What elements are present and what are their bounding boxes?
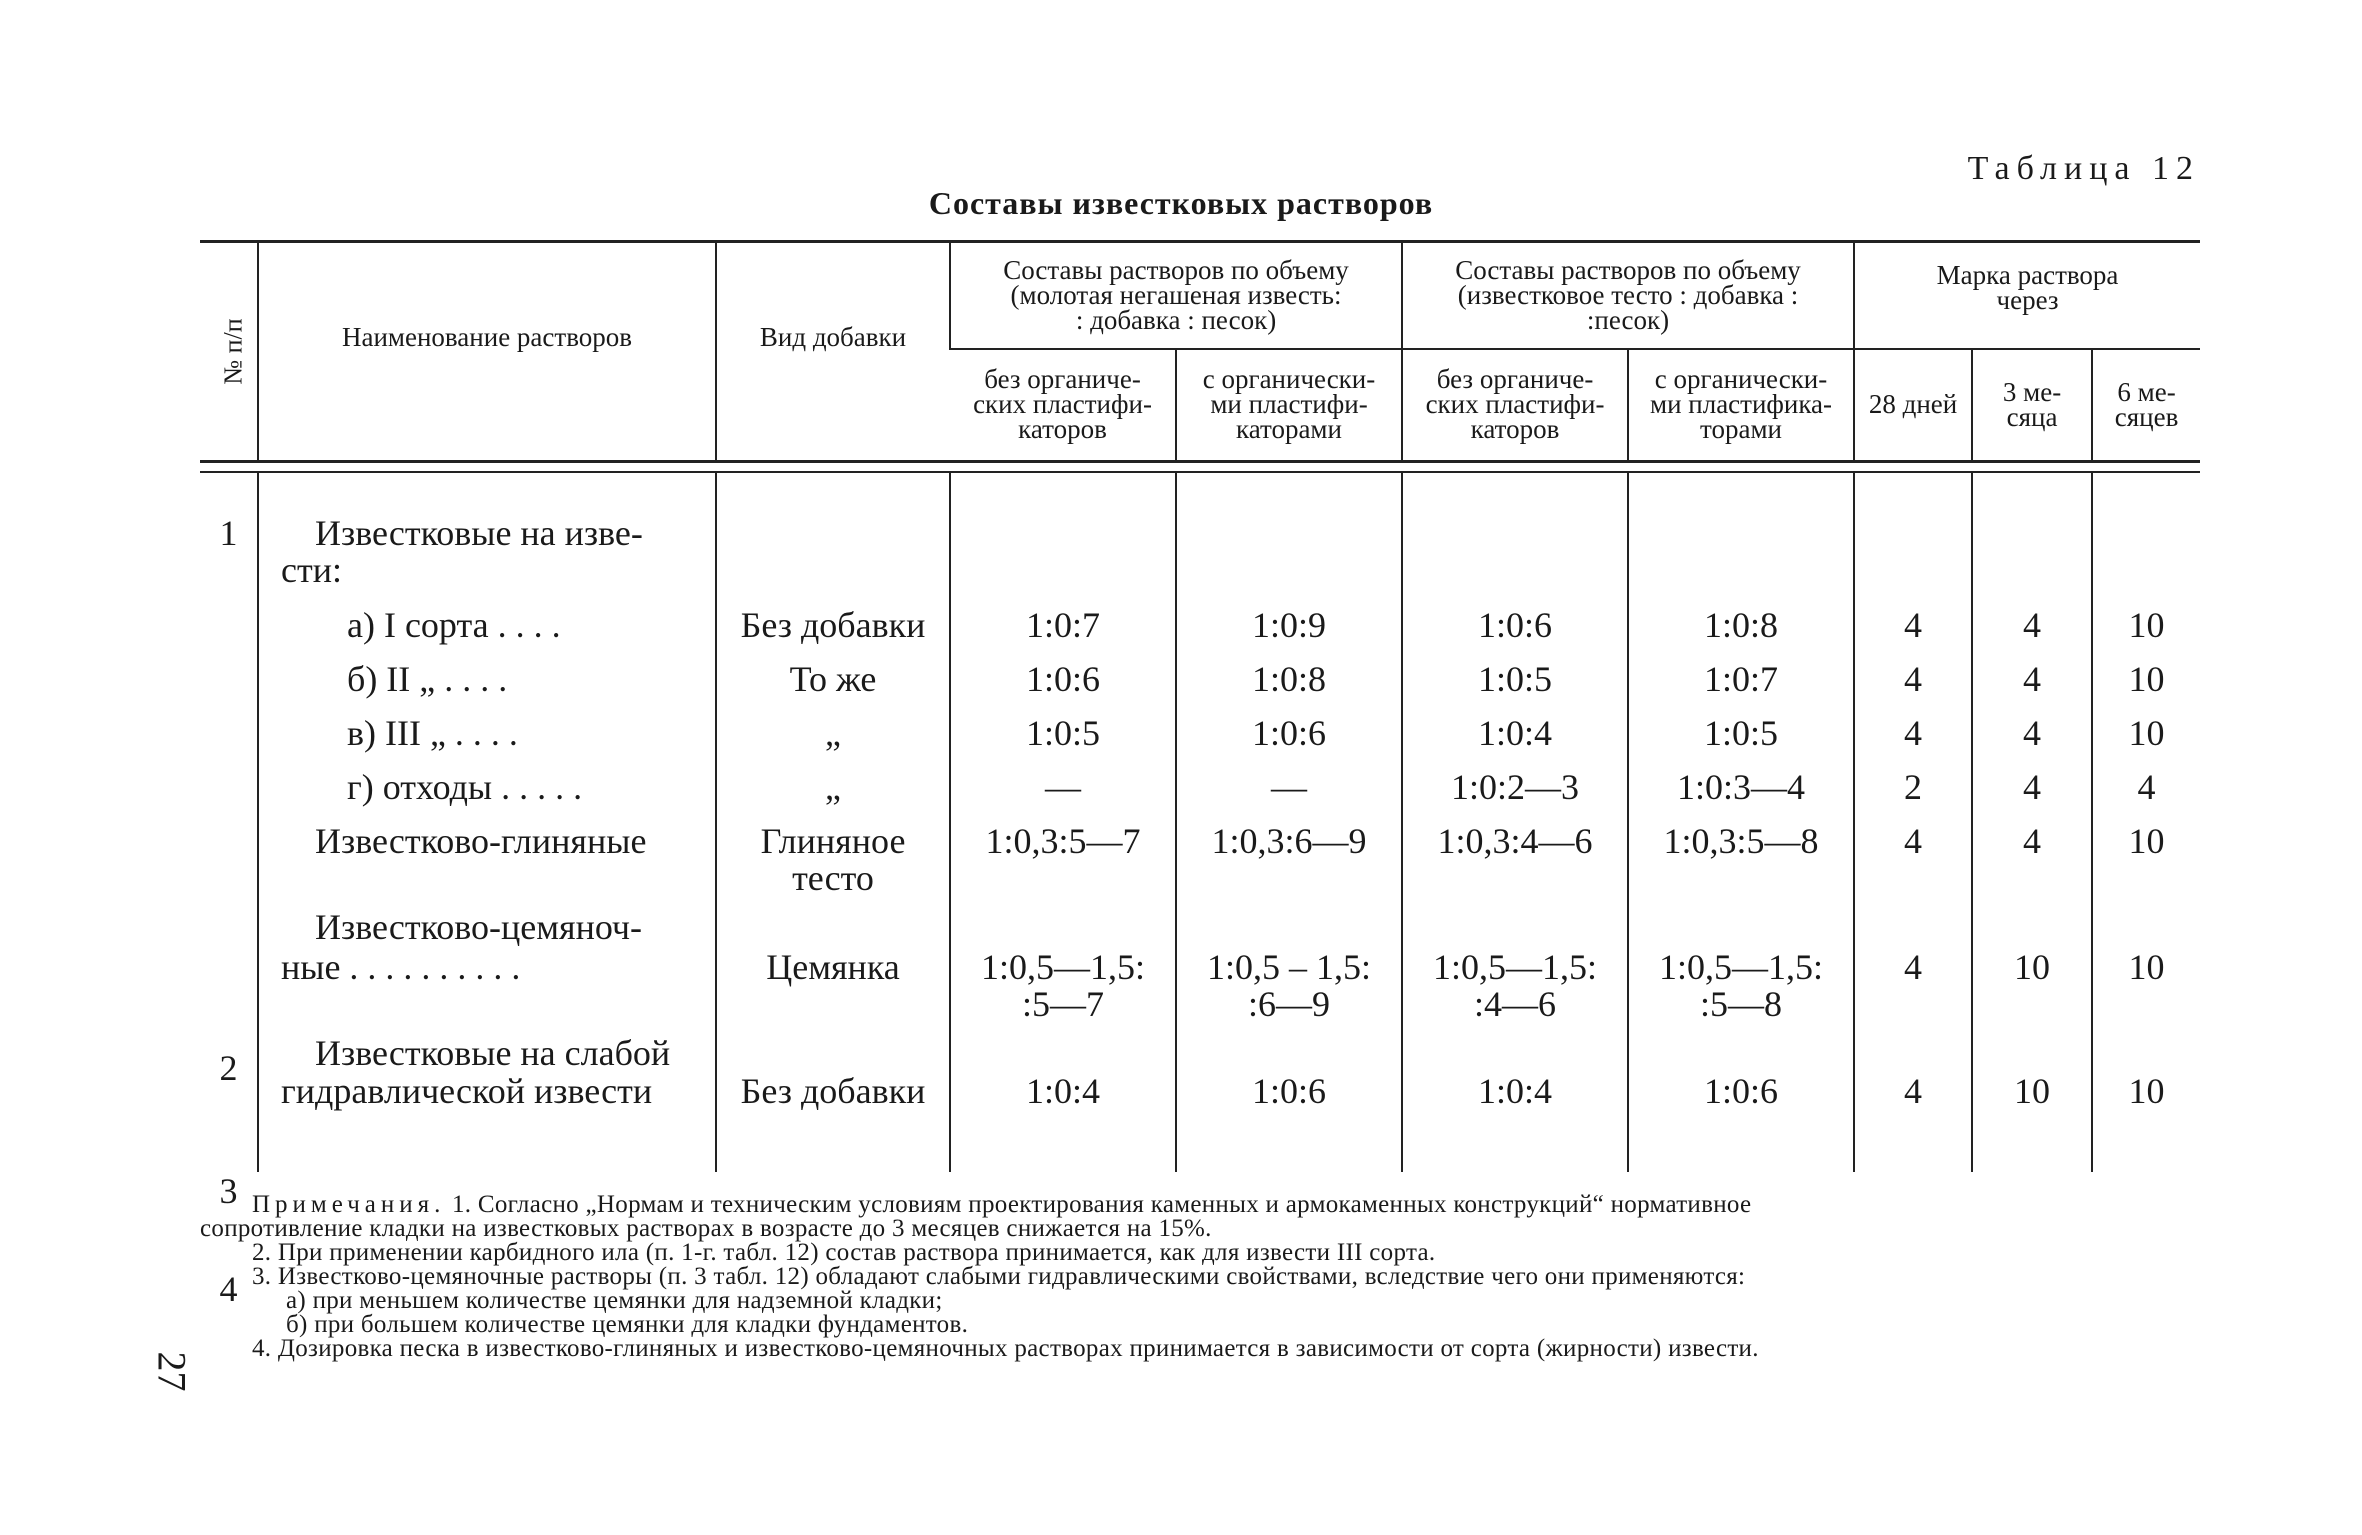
column-additive: Без добавки То же „ „ Глиняное тесто Цемянка Без добавки xyxy=(716,472,950,1172)
column-grade-3-months: 4 4 4 4 4 10 10 xyxy=(1972,472,2092,1172)
header-name: Наименование растворов xyxy=(258,242,716,462)
row-name: б) II „ . . . . xyxy=(347,659,508,699)
header-group-quicklime: Составы растворов по объему (молотая негашеная известь: : добавка : песок) xyxy=(950,242,1402,349)
row-name: Известково-глиняные xyxy=(315,821,647,861)
column-grade-28-days: 4 4 4 2 4 4 4 xyxy=(1854,472,1972,1172)
column-grade-6-months: 10 10 10 4 10 10 10 xyxy=(2092,472,2200,1172)
row-name: Известковые на слабой xyxy=(315,1033,671,1073)
row-name: в) III „ . . . . xyxy=(347,713,518,753)
row-name: сти: xyxy=(281,550,342,590)
table-number-label: Таблица 12 xyxy=(1967,150,2200,187)
subheader-3-months: 3 ме- сяца xyxy=(1972,349,2092,462)
subheader-quicklime-with: с органически- ми пластифи- каторами xyxy=(1176,349,1402,462)
row-number: 3 xyxy=(219,1171,238,1211)
subheader-28-days: 28 дней xyxy=(1854,349,1972,462)
column-name xyxy=(258,472,716,1172)
column-quicklime-with: 1:0:9 1:0:8 1:0:6 — 1:0,3:6—9 1:0,5 – 1,5: :6—9 1:0:6 xyxy=(1176,472,1402,1172)
column-quicklime-without: 1:0:7 1:0:6 1:0:5 — 1:0,3:5—7 1:0,5—1,5: :5—7 1:0:4 xyxy=(950,472,1176,1172)
subheader-quicklime-without: без органиче- ских пластифи- каторов xyxy=(950,349,1176,462)
header-group-lime-putty: Составы растворов по объему (известковое тесто : добавка : :песок) xyxy=(1402,242,1854,349)
column-putty-without: 1:0:6 1:0:5 1:0:4 1:0:2—3 1:0,3:4—6 1:0,5—1,5: :4—6 1:0:4 xyxy=(1402,472,1628,1172)
page-number: 27 xyxy=(149,1351,195,1392)
row-name: Известково-цемяноч- xyxy=(315,907,643,947)
table-notes: Примечания. 1. Согласно „Нормам и техническим условиям проектирования каменных и армокаменных конструкций“ нормативное сопротивление кладки на известковых растворах в возрасте до 3 месяцев снижается на 15%. 2. При применении карбидного ила (п. 1-г. табл. 12) состав раствора принимается, как для извести III сорта. 3. Известково-цемяночные растворы (п. 3 табл. 12) обладают слабыми гидравлическими свойствами, вследствие чего они применяются: а) при меньшем количестве цемянки для надземной кладки; б) при большем количестве цемянки для кладки фундаментов. 4. Дозировка песка в известково-глиняных и известково-цемяночных растворах принимается в зависимости от сорта (жирности) извести. xyxy=(200,1191,1759,1362)
row-name: ные . . . . . . . . . . xyxy=(281,947,521,987)
header-group-grade: Марка раствора через xyxy=(1854,242,2200,349)
column-putty-with: 1:0:8 1:0:7 1:0:5 1:0:3—4 1:0,3:5—8 1:0,5—1,5: :5—8 1:0:6 xyxy=(1628,472,1854,1172)
row-name: г) отходы . . . . . xyxy=(347,767,583,807)
header-additive: Вид добавки xyxy=(716,242,950,462)
table-title: Составы известковых растворов xyxy=(928,185,1434,221)
row-number: 4 xyxy=(219,1269,238,1309)
subheader-putty-without: без органиче- ских пластифи- каторов xyxy=(1402,349,1628,462)
row-number: 1 xyxy=(219,513,238,553)
notes-heading: Примечания. xyxy=(252,1191,446,1218)
row-name: гидравлической извести xyxy=(281,1071,653,1111)
row-number: 2 xyxy=(219,1048,238,1088)
subheader-putty-with: с органически- ми пластифика- торами xyxy=(1628,349,1854,462)
row-name: а) I сорта . . . . xyxy=(347,605,561,645)
column-number xyxy=(200,472,258,1309)
header-number: № п/п xyxy=(200,242,258,462)
row-name: Известковые на изве- xyxy=(315,513,643,553)
subheader-6-months: 6 ме- сяцев xyxy=(2092,349,2200,462)
